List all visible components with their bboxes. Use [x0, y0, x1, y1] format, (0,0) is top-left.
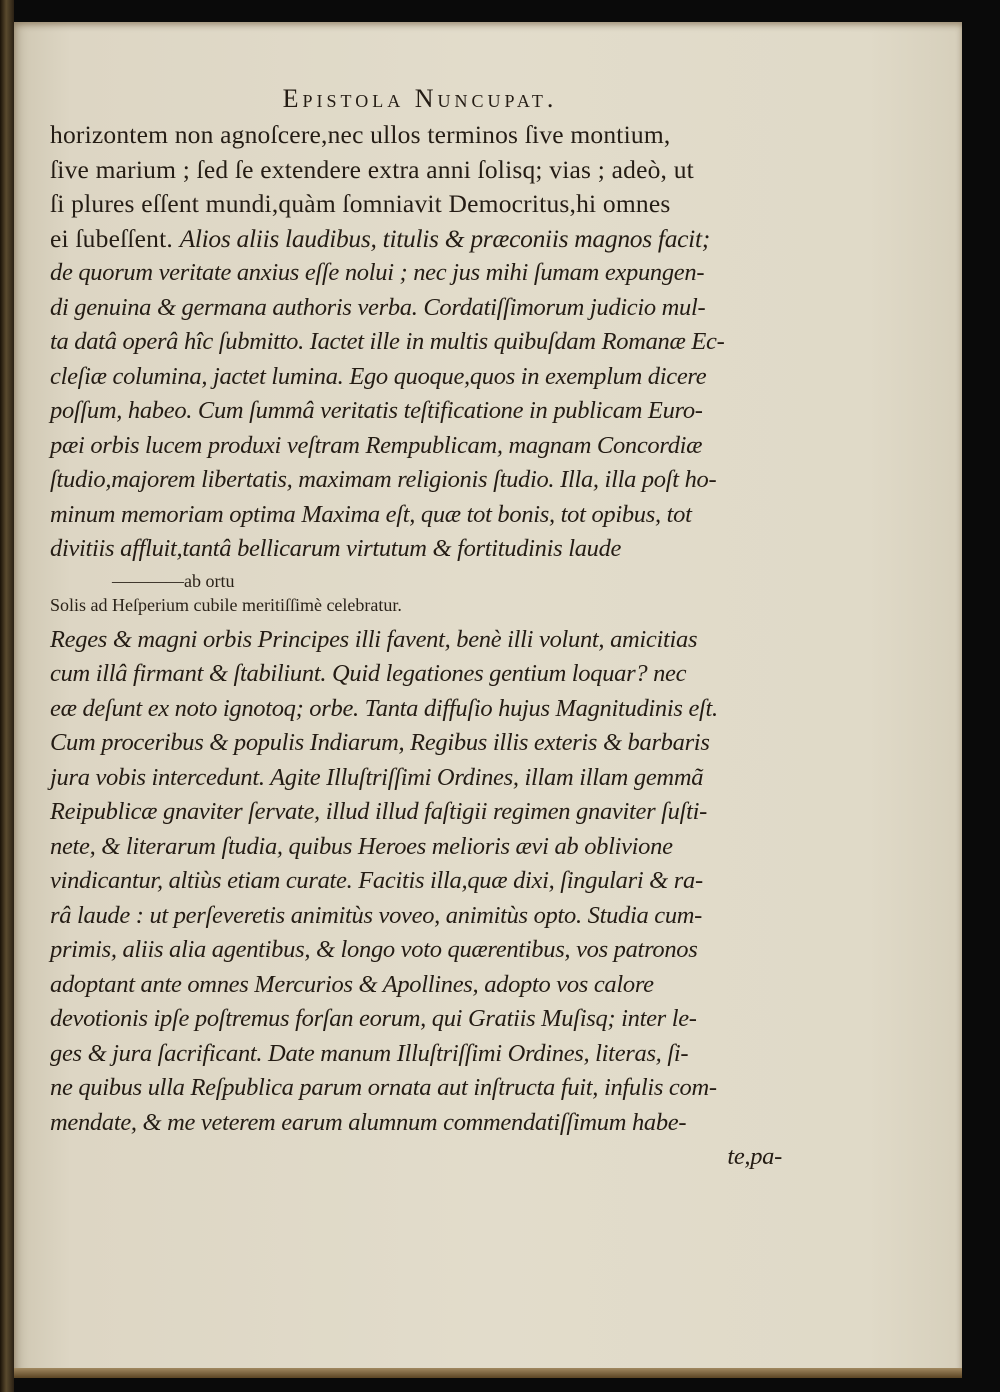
running-head: Epistola Nuncupat. [282, 84, 558, 113]
text-line: râ laude : ut perſeveretis animitùs voveo, animitùs opto. Studia cum- [50, 901, 703, 929]
text-line: nete, & literarum ſtudia, quibus Heroes melioris ævi ab oblivione [50, 832, 673, 860]
page-text-block [50, 82, 790, 1175]
text-line: di genuina & germana authoris verba. Cordatiſſimorum judicio mul- [50, 293, 706, 321]
text-line: Reges & magni orbis Principes illi favent, benè illi volunt, amicitias [50, 625, 698, 653]
text-line: vindicantur, altiùs etiam curate. Facitis illa,quæ dixi, ſingulari & ra- [50, 867, 703, 894]
text-line: devotionis ipſe poſtremus forſan eorum, qui Gratiis Muſisq; inter le- [50, 1005, 697, 1032]
text-line: horizontem non agnoſcere,nec ullos terminos ſive montium, [50, 120, 671, 149]
text-segment-roman: ei ſubeſſent. [50, 223, 180, 253]
text-line: de quorum veritate anxius eſſe nolui ; nec jus mihi ſumam expungen- [50, 259, 705, 286]
text-line: eæ deſunt ex noto ignotoq; orbe. Tanta diffuſio hujus Magnitudinis eſt. [50, 694, 718, 722]
text-line: cleſiæ columina, jactet lumina. Ego quoque,quos in exemplum dicere [50, 362, 707, 390]
book-spine-edge [0, 0, 14, 1392]
text-line: ſi plures eſſent mundi,quàm ſomniavit Democritus,hi omnes [50, 189, 671, 218]
text-line: divitiis affluit,tantâ bellicarum virtutum & fortitudinis laude [50, 535, 622, 562]
text-line: ſtudio,majorem libertatis, maximam religionis ſtudio. Illa, illa poſt ho- [50, 466, 717, 493]
quotation-block [50, 569, 790, 617]
quotation-line: ————ab ortu [112, 570, 235, 591]
text-line: ne quibus ulla Reſpublica parum ornata aut inſtructa fuit, infulis com- [50, 1074, 717, 1101]
text-line [50, 222, 790, 257]
text-line: ges & jura ſacrificant. Date manum Illuſtriſſimi Ordines, literas, ſi- [50, 1039, 689, 1067]
text-segment-italic: Alios aliis laudibus, titulis & præconiis magnos facit; [179, 223, 710, 253]
page-bottom-edge [14, 1368, 962, 1378]
text-line: ſive marium ; ſed ſe extendere extra anni ſolisq; vias ; adeò, ut [50, 154, 694, 184]
text-line: mendate, & me veterem earum alumnum commendatiſſimum habe- [50, 1108, 687, 1136]
quotation-line: Solis ad Heſperium cubile meritiſſimè celebratur. [50, 594, 402, 615]
text-line: minum memoriam optima Maxima eſt, quæ tot bonis, tot opibus, tot [50, 500, 692, 528]
catchword: te,pa- [727, 1143, 782, 1170]
text-line: Cum proceribus & populis Indiarum, Regibus illis exteris & barbaris [50, 729, 710, 756]
text-line: pæi orbis lucem produxi veſtram Rempublicam, magnam Concordiæ [50, 431, 703, 459]
text-line: ta datâ operâ hîc ſubmitto. Iactet ille in multis quibuſdam Romanæ Ec- [50, 328, 725, 355]
text-line: Reipublicæ gnaviter ſervate, illud illud faſtigii regimen gnaviter ſuſti- [50, 798, 707, 825]
text-line: poſſum, habeo. Cum ſummâ veritatis teſtificatione in publicam Euro- [50, 397, 703, 424]
text-line: adoptant ante omnes Mercurios & Apollines, adopto vos calore [50, 970, 654, 998]
paragraph-top [50, 118, 790, 567]
text-line: cum illâ firmant & ſtabiliunt. Quid legationes gentium loquar? nec [50, 660, 687, 687]
text-line: primis, aliis alia agentibus, & longo voto quærentibus, vos patronos [50, 936, 698, 963]
text-line: jura vobis intercedunt. Agite Illuſtriſſimi Ordines, illam illam gemmã [50, 763, 704, 791]
paragraph-bottom [50, 623, 790, 1175]
